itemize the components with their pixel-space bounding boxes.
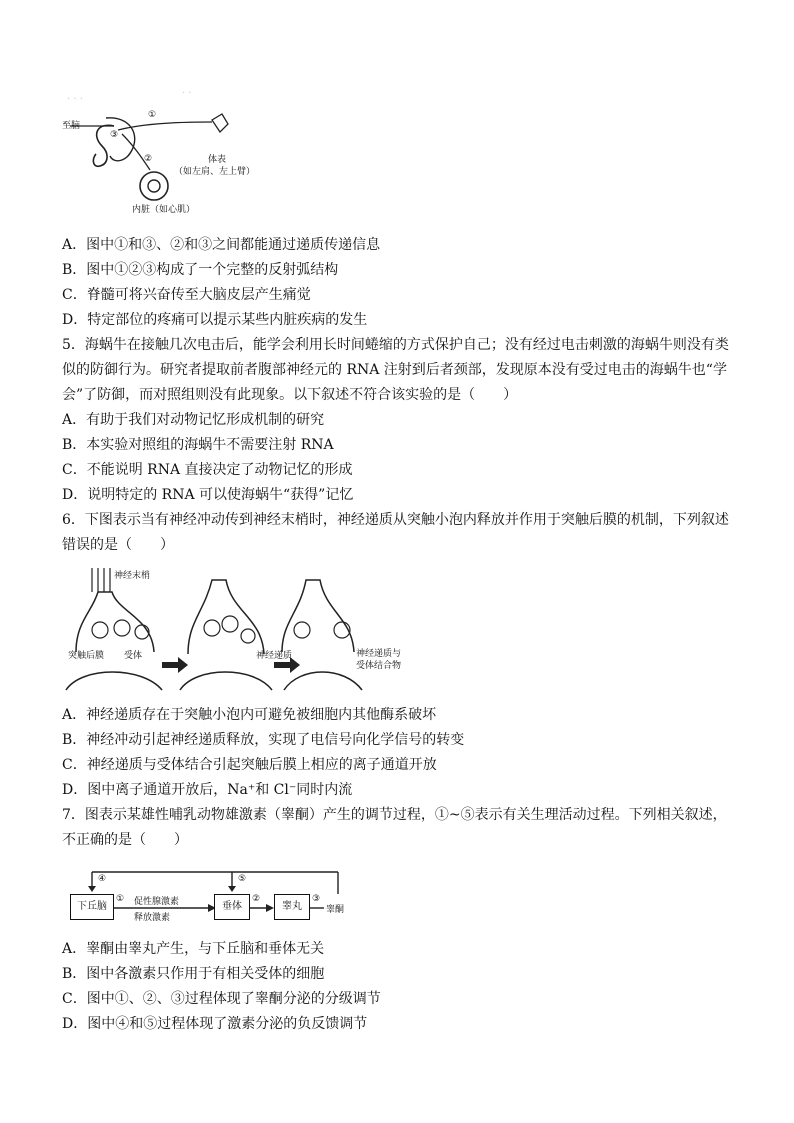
label-postsynaptic: 突触后膜 — [68, 651, 105, 661]
label-p5: ⑤ — [238, 874, 247, 884]
synapse-diagram — [62, 562, 422, 698]
skin-receptor — [212, 114, 228, 132]
label-n1: ① — [148, 110, 157, 120]
label-organ: 内脏（如心肌） — [132, 205, 196, 215]
box-testis: 睾丸 — [274, 894, 310, 920]
box-hypothalamus: 下丘脑 — [70, 894, 114, 920]
q4-option-c: C．脊髓可将兴奋传至大脑皮层产生痛觉 — [62, 287, 311, 303]
q5-option-b: B．本实验对照组的海蜗牛不需要注射 RNA — [62, 437, 334, 453]
svg-text:· ·: · · — [182, 88, 192, 99]
q6-option-d: D．图中离子通道开放后，Na⁺和 Cl⁻同时内流 — [62, 782, 353, 798]
label-terminal: 神经末梢 — [114, 571, 151, 581]
q7-option-d: D．图中④和⑤过程体现了激素分泌的负反馈调节 — [62, 1016, 368, 1032]
organ-outer-ring — [140, 172, 168, 200]
q5-option-c: C．不能说明 RNA 直接决定了动物记忆的形成 — [62, 462, 353, 478]
step-arrow-1 — [162, 657, 188, 673]
q5-stem-line-3: 会”了防御，而对照组则没有此现象。以下叙述不符合该实验的是（ ） — [62, 387, 518, 403]
label-skin-note: （如左肩、左上臂） — [174, 167, 256, 177]
label-p3: ③ — [312, 894, 321, 904]
q6-option-a: A．神经递质存在于突触小泡内可避免被细胞内其他酶系破坏 — [62, 707, 437, 723]
postsynaptic-3 — [284, 672, 362, 690]
label-p1: ① — [116, 894, 125, 904]
impulse-arrows — [92, 568, 110, 592]
arrowhead-4 — [88, 886, 96, 892]
afferent-fiber-organ — [122, 134, 153, 170]
label-hormone-2: 释放激素 — [134, 913, 171, 923]
q6-stem-line-2: 错误的是（ ） — [62, 537, 174, 553]
label-receptor: 受体 — [124, 651, 143, 661]
q7-option-a: A．睾酮由睾丸产生，与下丘脑和垂体无关 — [62, 941, 325, 957]
q4-option-b: B．图中①②③构成了一个完整的反射弧结构 — [62, 262, 339, 278]
q6-stem-line-1: 6．下图表示当有神经冲动传到神经末梢时，神经递质从突触小泡内释放并作用于突触后膜的机制，下列叙述 — [62, 512, 729, 528]
postsynaptic-2 — [180, 672, 272, 690]
label-brain: 至脑 — [62, 121, 81, 131]
label-complex-2: 受体结合物 — [356, 661, 402, 671]
hormone-flow-diagram — [62, 858, 372, 924]
label-skin: 体表 — [208, 155, 227, 165]
q6-option-b: B．神经冲动引起神经递质释放，实现了电信号向化学信号的转变 — [62, 732, 465, 748]
reflex-diagram — [62, 88, 262, 218]
q5-stem-line-1: 5．海蜗牛在接触几次电击后，能学会利用长时间蜷缩的方式保护自己；没有经过电击刺激的海蜗牛则没有类 — [62, 337, 729, 353]
label-hormone-1: 促性腺激素 — [134, 897, 180, 907]
label-complex-1: 神经递质与 — [356, 649, 402, 659]
q7-option-b: B．图中各激素只作用于有相关受体的细胞 — [62, 966, 325, 982]
q4-option-d: D．特定部位的疼痛可以提示某些内脏疾病的发生 — [62, 312, 368, 328]
q7-stem-line-1: 7．图表示某雄性哺乳动物雄激素（睾酮）产生的调节过程，①~⑤表示有关生理活动过程。下列相关叙述， — [62, 807, 727, 823]
q5-option-d: D．说明特定的 RNA 可以使海蜗牛“获得”记忆 — [62, 487, 354, 503]
terminal-1 — [76, 592, 154, 652]
arrowhead-5 — [228, 886, 236, 892]
svg-text:· · ·: · · · — [67, 94, 83, 105]
label-n3: ③ — [110, 130, 119, 140]
q5-option-a: A．有助于我们对动物记忆形成机制的研究 — [62, 412, 325, 428]
label-p4: ④ — [98, 874, 107, 884]
postsynaptic-1 — [66, 672, 162, 690]
label-testosterone: 睾酮 — [326, 905, 345, 915]
reflex-diagram-svg — [62, 88, 262, 218]
box-pituitary: 垂体 — [214, 894, 250, 920]
organ-inner-ring — [148, 180, 160, 192]
terminal-3 — [282, 580, 354, 652]
label-n2: ② — [144, 154, 153, 164]
synapse-diagram-svg — [62, 562, 422, 698]
q6-option-c: C．神经递质与受体结合引起突触后膜上相应的离子通道开放 — [62, 757, 437, 773]
q7-option-c: C．图中①、②、③过程体现了睾酮分泌的分级调节 — [62, 991, 381, 1007]
q4-option-a: A．图中①和③、②和③之间都能通过递质传递信息 — [62, 237, 381, 253]
label-transmitter: 神经递质 — [256, 651, 293, 661]
q7-stem-line-2: 不正确的是（ ） — [62, 832, 188, 848]
label-p2: ② — [252, 894, 261, 904]
feedback-lines — [92, 872, 338, 894]
q5-stem-line-2: 似的防御行为。研究者提取前者腹部神经元的 RNA 注射到后者颈部，发现原本没有受过电击的海蜗牛也“学 — [62, 362, 727, 378]
